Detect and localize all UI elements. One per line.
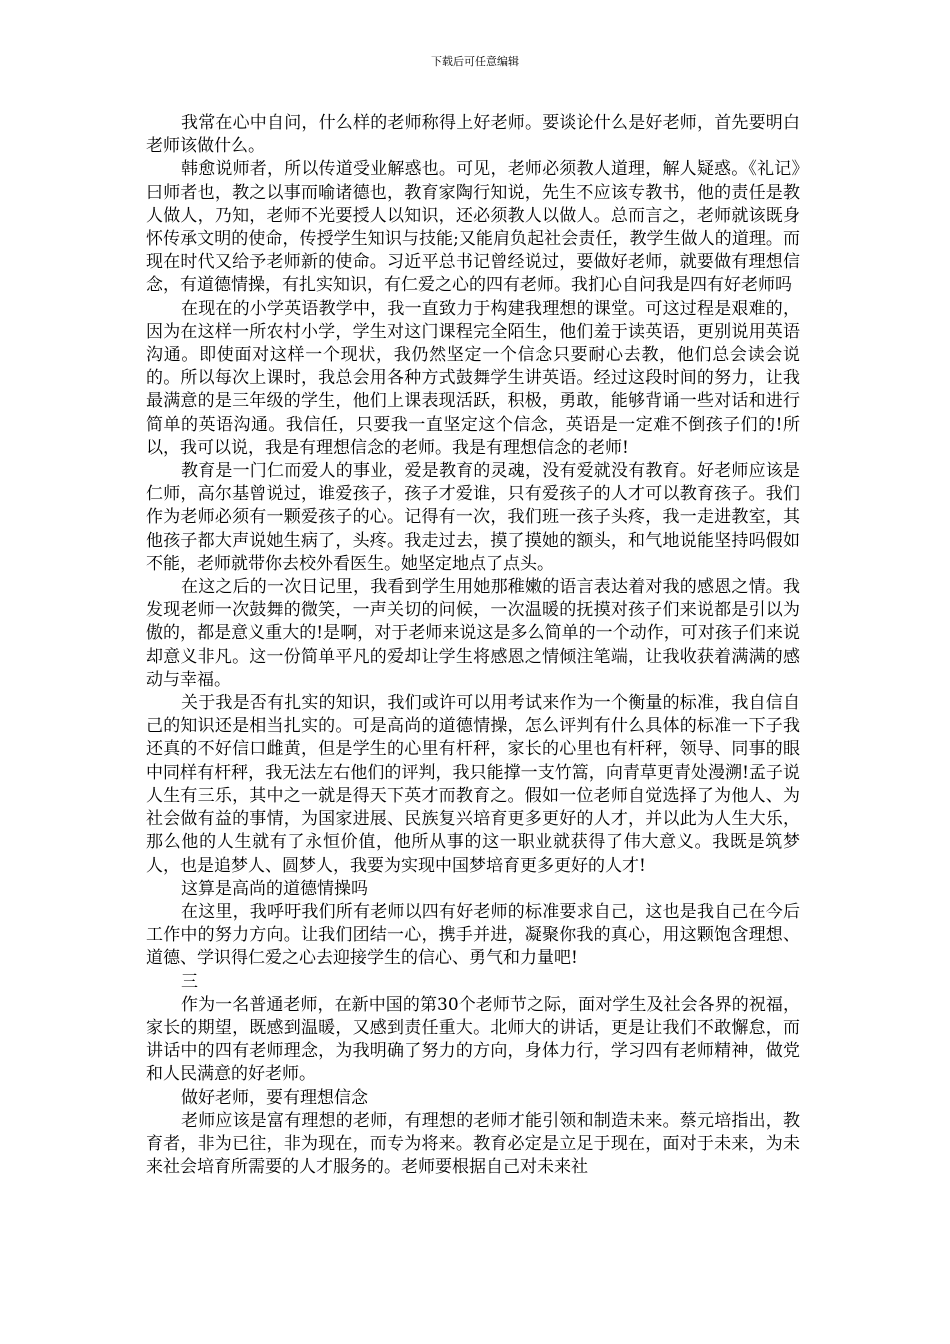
paragraph-5: 在这之后的一次日记里，我看到学生用她那稚嫩的语言表达着对我的感恩之情。我发现老师一次鼓舞的微笑，一声关切的问候，一次温暖的抚摸对孩子们来说都是引以为傲的，都是意义重大的!是啊，对于老师来说这是多么简单的一个动作，可对孩子们来说却意义非凡。这一份简单平凡的爱却让学生将感恩之情倾注笔端，让我收获着满满的感动与幸福。	[146, 577, 800, 690]
paragraph-10: 作为一名普通老师，在新中国的第30个老师节之际，面对学生及社会各界的祝福，家长的期望，既感到温暖，又感到责任重大。北师大的讲话，更是让我们不敢懈怠，而讲话中的四有老师理念，为我明确了努力的方向，身体力行，学习四有老师精神，做党和人民满意的好老师。	[146, 994, 800, 1085]
paragraph-6: 关于我是否有扎实的知识，我们或许可以用考试来作为一个衡量的标准，我自信自己的知识还是相当扎实的。可是高尚的道德情操，怎么评判有什么具体的标准一下子我还真的不好信口雌黄，但是学生的心里有杆秤，家长的心里也有杆秤，领导、同事的眼中同样有杆秤，我无法左右他们的评判，我只能撑一支竹篙，向青草更青处漫溯!孟子说人生有三乐，其中之一就是得天下英才而教育之。假如一位老师自觉选择了为他人、为社会做有益的事情，为国家进展、民族复兴培育更多更好的人才，并以此为人生大乐，那么他的人生就有了永恒价值，他所从事的这一职业就获得了伟大意义。我既是筑梦人，也是追梦人、圆梦人，我要为实现中国梦培育更多更好的人才!	[146, 693, 800, 876]
paragraph-2: 韩愈说师者，所以传道受业解惑也。可见，老师必须教人道理，解人疑惑。《礼记》曰师者也，教之以事而喻诸德也，教育家陶行知说，先生不应该专教书，他的责任是教人做人，乃知，老师不光要授人以知识，还必须教人以做人。总而言之，老师就该既身怀传承文明的使命，传授学生知识与技能;又能肩负起社会责任，教学生做人的道理。而现在时代又给予老师新的使命。习近平总书记曾经说过，要做好老师，就要做有理想信念，有道德情操，有扎实知识，有仁爱之心的四有老师。我扪心自问我是四有好老师吗	[146, 159, 800, 296]
paragraph-4: 教育是一门仁而爱人的事业，爱是教育的灵魂，没有爱就没有教育。好老师应该是仁师，高尔基曾说过，谁爱孩子，孩子才爱谁，只有爱孩子的人才可以教育孩子。我们作为老师必须有一颗爱孩子的心。记得有一次，我们班一孩子头疼，我一走进教室，其他孩子都大声说她生病了，头疼。我走过去，摸了摸她的额头，和气地说能坚持吗假如不能，老师就带你去校外看医生。她坚定地点了点头。	[146, 461, 800, 574]
section-number: 三	[181, 971, 198, 992]
subheading: 做好老师，要有理想信念	[181, 1087, 368, 1108]
document-body	[146, 112, 800, 1179]
paragraph-8: 在这里，我呼吁我们所有老师以四有好老师的标准要求自己，这也是我自己在今后工作中的努力方向。让我们团结一心，携手并进，凝聚你我的真心，用这颗饱含理想、道德、学识得仁爱之心去迎接学生的信心、勇气和力量吧!	[146, 901, 800, 969]
paragraph-7: 这算是高尚的道德情操吗	[181, 878, 368, 899]
paragraph-12: 老师应该是富有理想的老师，有理想的老师才能引领和制造未来。蔡元培指出，教育者，非为已往，非为现在，而专为将来。教育必定是立足于现在，面对于未来，为未来社会培育所需要的人才服务的。老师要根据自己对未来社	[146, 1110, 800, 1178]
paragraph-3: 在现在的小学英语教学中，我一直致力于构建我理想的课堂。可这过程是艰难的，因为在这样一所农村小学，学生对这门课程完全陌生，他们羞于读英语，更别说用英语沟通。即使面对这样一个现状，我仍然坚定一个信念只要耐心去教，他们总会读会说的。所以每次上课时，我总会用各种方式鼓舞学生讲英语。经过这段时间的努力，让我最满意的是三年级的学生，他们上课表现活跃，积极，勇敢，能够背诵一些对话和进行简单的英语沟通。我信任，只要我一直坚定这个信念，英语是一定难不倒孩子们的!所以，我可以说，我是有理想信念的老师。我是有理想信念的老师!	[146, 298, 800, 458]
page-header: 下载后可任意编辑	[431, 55, 519, 68]
paragraph-1: 我常在心中自问，什么样的老师称得上好老师。要谈论什么是好老师，首先要明白老师该做什么。	[146, 113, 800, 157]
